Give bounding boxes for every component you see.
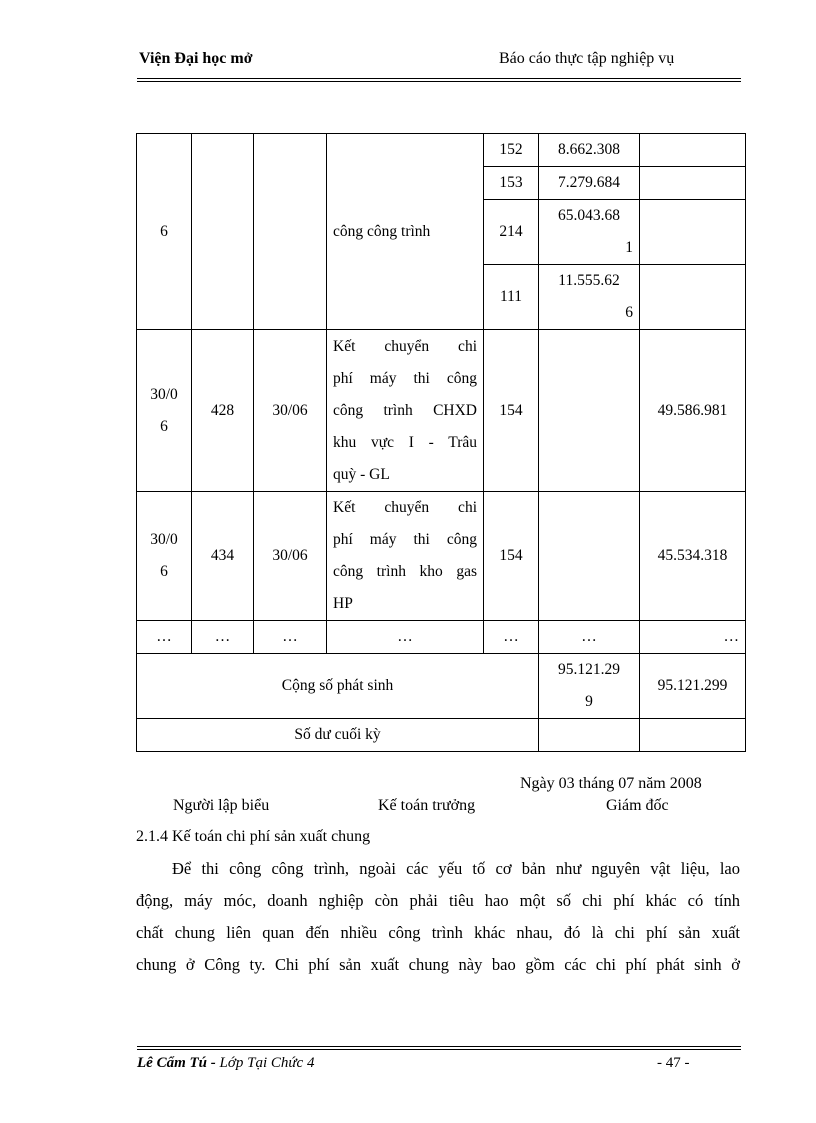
voucher-date-cell: 30/06 <box>254 492 327 621</box>
institution-name: Viện Đại học mở <box>139 50 253 67</box>
credit-cell: 45.534.318 <box>640 492 746 621</box>
header-rule-bottom <box>137 81 741 82</box>
total-debit-cell <box>539 654 640 719</box>
ellipsis-cell: … <box>137 621 192 654</box>
date-part: 6 <box>160 563 168 580</box>
date-part: 30/0 <box>150 531 178 548</box>
section-heading: 2.1.4 Kế toán chi phí sản xuất chung <box>136 828 371 845</box>
footer-rule-top <box>137 1046 741 1047</box>
table-row <box>137 492 746 621</box>
debit-cell: 8.662.308 <box>539 134 640 167</box>
preparer-label: Người lập biểu <box>173 797 270 814</box>
page-header <box>137 48 741 72</box>
date-cell <box>137 330 192 492</box>
total-credit: 95.121.299 <box>640 654 746 719</box>
ellipsis-cell: … <box>484 621 539 654</box>
director-label: Giám đốc <box>606 797 669 814</box>
total-row <box>137 654 746 719</box>
description-cell: công công trình <box>327 134 484 330</box>
date-cell: 6 <box>137 134 192 330</box>
credit-cell: 49.586.981 <box>640 330 746 492</box>
paragraph-line: Để thi công công trình, ngoài các yếu tố cơ bản như nguyên vật liệu, lao <box>172 859 740 878</box>
voucher-date-cell: 30/06 <box>254 330 327 492</box>
class-name: Lớp Tại Chức 4 <box>219 1055 315 1071</box>
table-row <box>137 330 746 492</box>
description-line: công trình CHXD <box>333 401 477 419</box>
closing-credit <box>640 719 746 752</box>
credit-cell <box>640 200 746 265</box>
footer-rule-bottom <box>137 1049 741 1050</box>
body-paragraph <box>136 857 740 985</box>
description-line: Kết chuyển chi <box>333 337 477 355</box>
header-rule-top <box>137 78 741 79</box>
total-debit-cont: 9 <box>585 693 593 710</box>
closing-row <box>137 719 746 752</box>
debit-value: 65.043.68 <box>558 207 620 224</box>
debit-cell <box>539 492 640 621</box>
description-line: HP <box>333 595 353 612</box>
voucher-cell: 428 <box>192 330 254 492</box>
closing-label: Số dư cuối kỳ <box>137 719 539 752</box>
account-cell: 111 <box>484 265 539 330</box>
debit-cell <box>539 265 640 330</box>
description-line: quỳ - GL <box>333 465 390 483</box>
account-cell: 154 <box>484 330 539 492</box>
credit-cell <box>640 265 746 330</box>
description-line: khu vực I - Trâu <box>333 433 477 451</box>
paragraph-line: chất chung liên quan đến nhiều công trình khác nhau, đó là chi phí sản xuất <box>136 923 740 942</box>
chief-accountant-label: Kế toán trưởng <box>378 797 476 814</box>
debit-value: 11.555.62 <box>558 272 620 289</box>
account-cell: 152 <box>484 134 539 167</box>
debit-value-cont: 1 <box>625 239 633 256</box>
author-name: Lê Cẩm Tú - <box>137 1055 220 1071</box>
table-row <box>137 621 746 654</box>
debit-cell <box>539 330 640 492</box>
ellipsis-cell: … <box>539 621 640 654</box>
description-line: phí máy thi công <box>333 531 477 548</box>
ellipsis-cell: … <box>640 621 746 654</box>
total-debit: 95.121.29 <box>558 661 620 678</box>
page-number: - 47 - <box>657 1055 690 1071</box>
date-part: 6 <box>160 417 168 435</box>
date-part: 30/0 <box>150 385 178 403</box>
account-cell: 153 <box>484 167 539 200</box>
table-row <box>137 134 746 167</box>
voucher-cell: 434 <box>192 492 254 621</box>
ellipsis-cell: … <box>327 621 484 654</box>
description-cell <box>327 330 484 492</box>
debit-cell: 7.279.684 <box>539 167 640 200</box>
credit-cell <box>640 167 746 200</box>
account-cell: 214 <box>484 200 539 265</box>
total-label: Cộng số phát sinh <box>137 654 539 719</box>
date-cell <box>137 492 192 621</box>
debit-value-cont: 6 <box>625 304 633 321</box>
signature-date: Ngày 03 tháng 07 năm 2008 <box>520 775 702 792</box>
debit-cell <box>539 200 640 265</box>
report-title: Báo cáo thực tập nghiệp vụ <box>499 50 675 67</box>
account-cell: 154 <box>484 492 539 621</box>
description-line: Kết chuyển chi <box>333 499 477 516</box>
voucher-cell <box>192 134 254 330</box>
description-line: phí máy thi công <box>333 369 477 387</box>
ellipsis-cell: … <box>254 621 327 654</box>
description-cell <box>327 492 484 621</box>
voucher-date-cell <box>254 134 327 330</box>
ellipsis-cell: … <box>192 621 254 654</box>
description-line: công trình kho gas <box>333 563 477 580</box>
credit-cell <box>640 134 746 167</box>
paragraph-line: chung ở Công ty. Chi phí sản xuất chung này bao gồm các chi phí phát sinh ở <box>136 955 740 974</box>
footer-author <box>137 1055 314 1072</box>
ledger-table <box>136 133 746 752</box>
paragraph-line: động, máy móc, doanh nghiệp còn phải tiêu hao một số chi phí khác có tính <box>136 891 740 910</box>
page-footer <box>137 1055 741 1075</box>
closing-debit <box>539 719 640 752</box>
